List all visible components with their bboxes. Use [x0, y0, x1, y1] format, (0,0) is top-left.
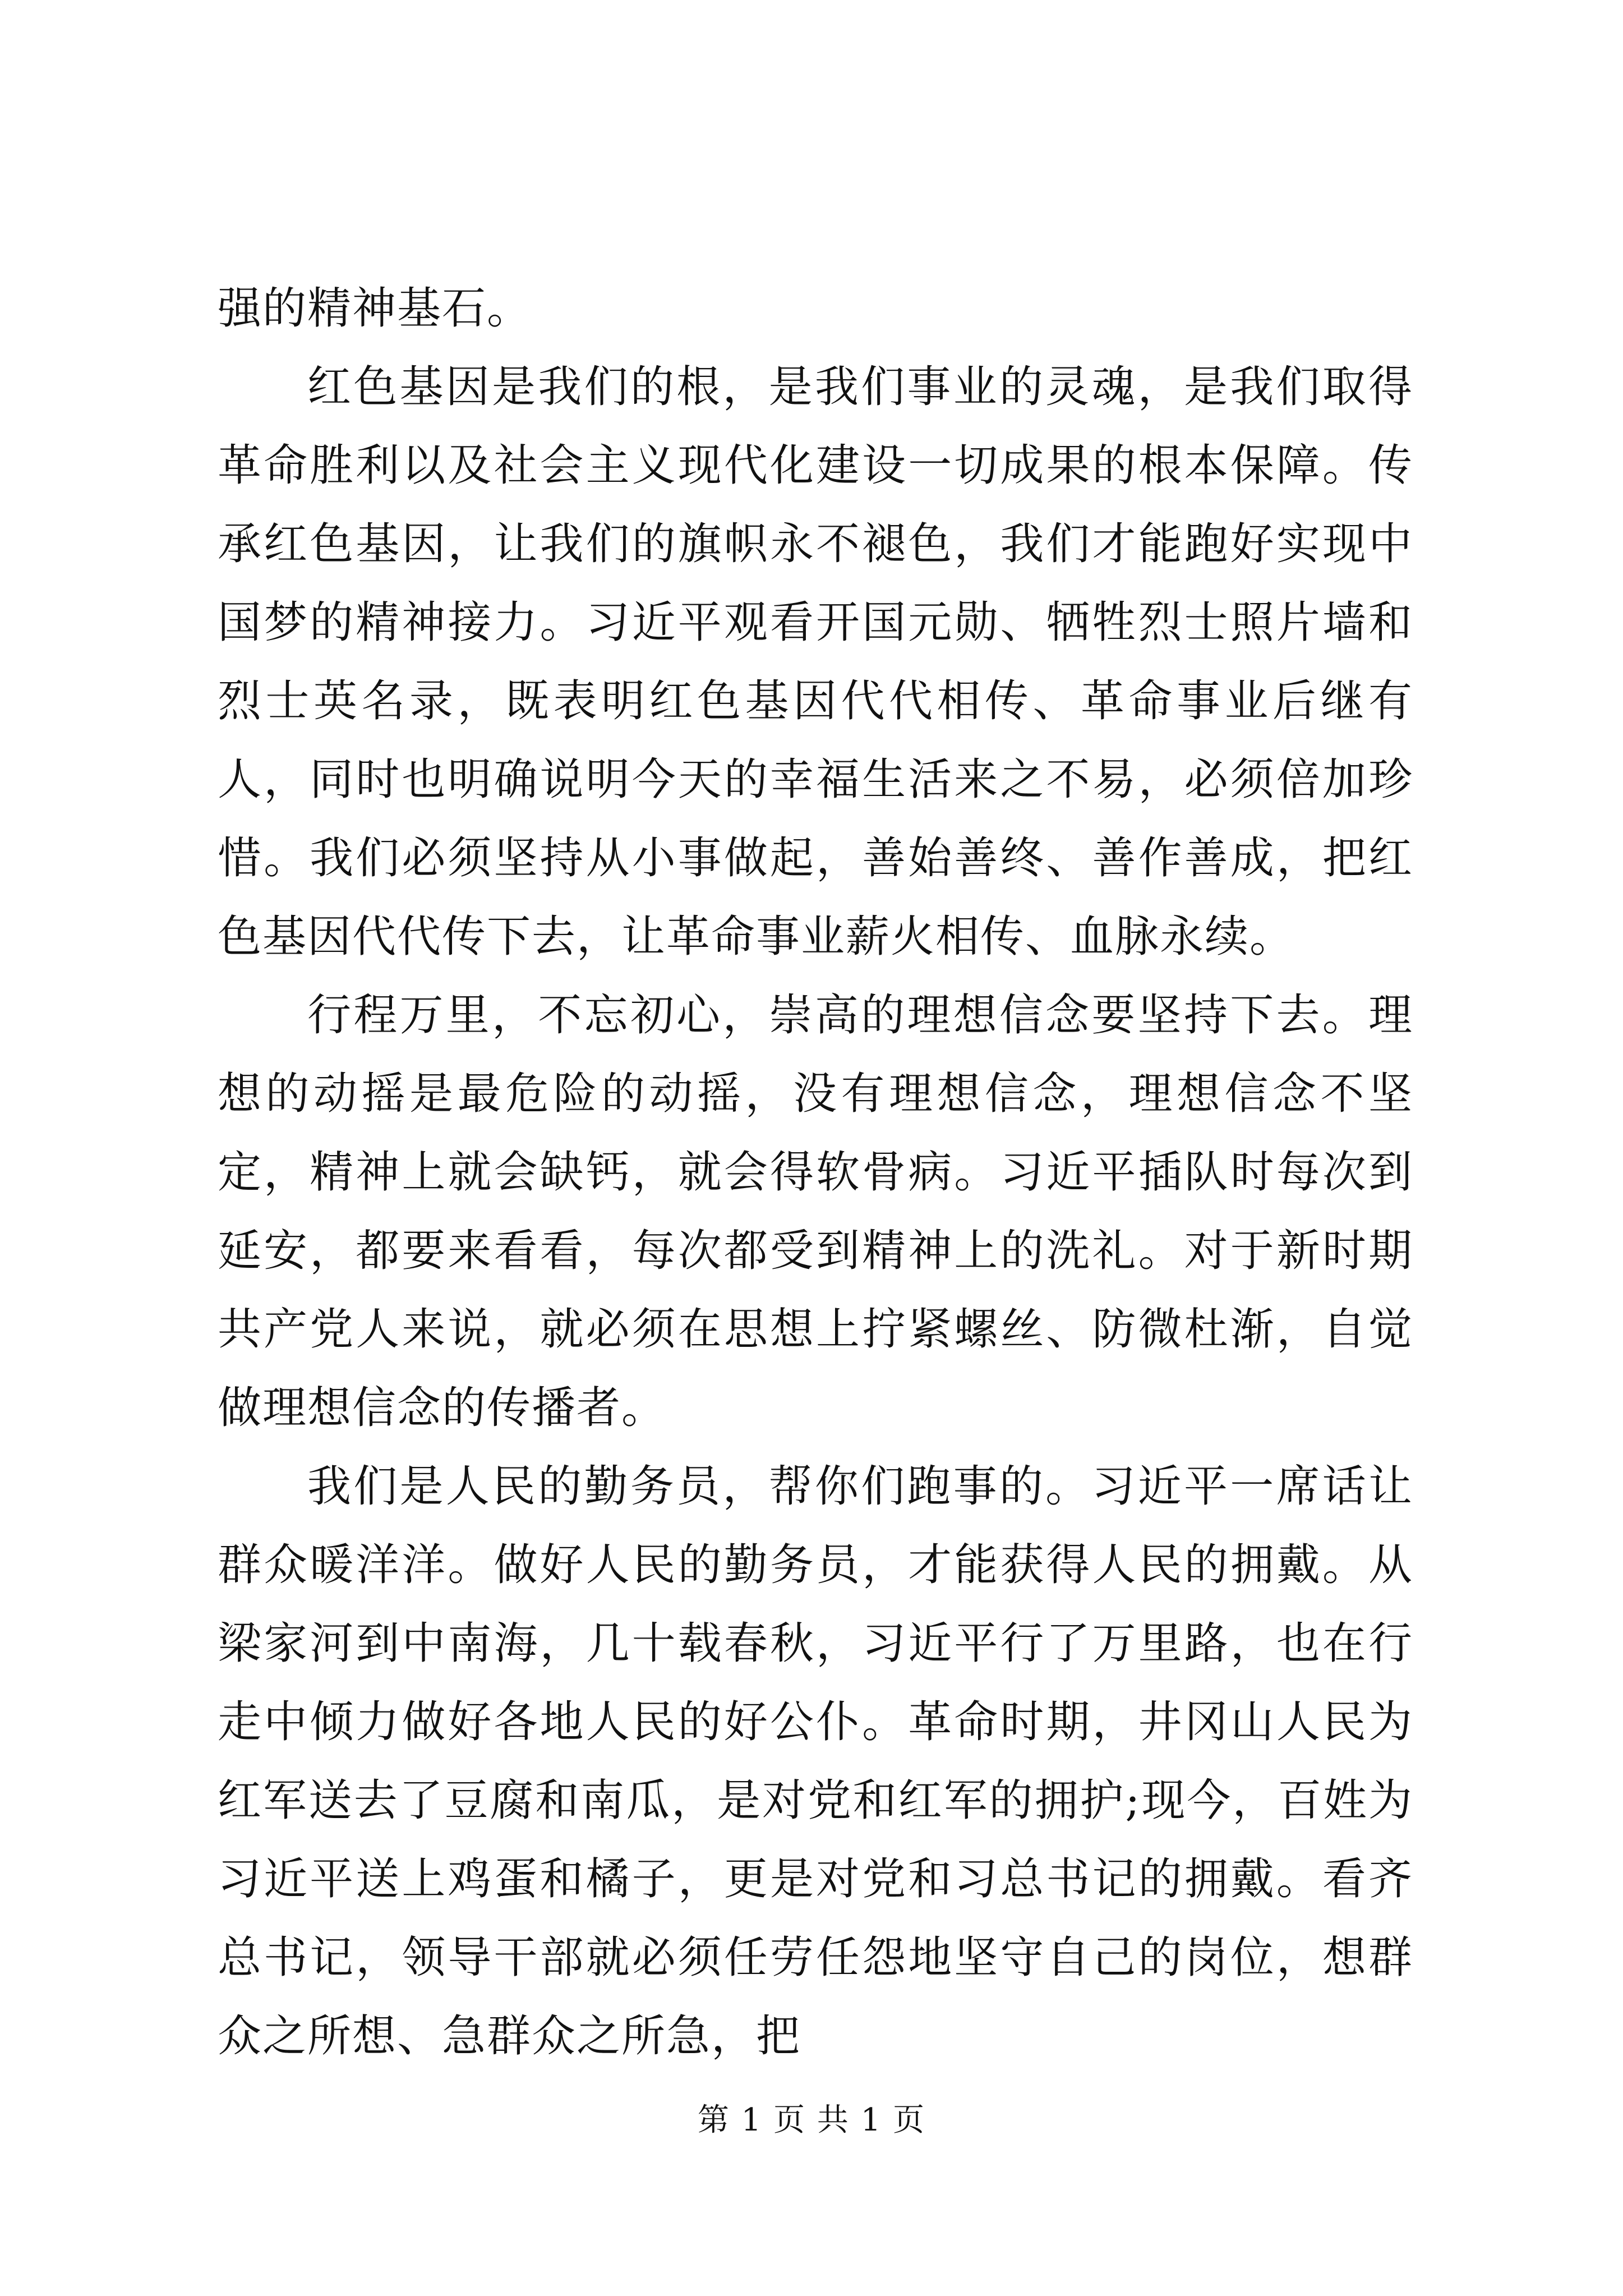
paragraph-servant-of-people: 我们是人民的勤务员，帮你们跑事的。习近平一席话让群众暖洋洋。做好人民的勤务员，才能获得人民的拥戴。从梁家河到中南海，几十载春秋，习近平行了万里路，也在行走中倾力做好各地人民的好公仆。革命时期，井冈山人民为红军送去了豆腐和南瓜，是对党和红军的拥护;现今，百姓为习近平送上鸡蛋和橘子，更是对党和习总书记的拥戴。看齐总书记，领导干部就必须任劳任怨地坚守自己的岗位，想群众之所想、急群众之所急，把 [218, 1461, 1413, 2062]
paragraph-ideals: 行程万里，不忘初心，崇高的理想信念要坚持下去。理想的动摇是最危险的动摇，没有理想信念，理想信念不坚定，精神上就会缺钙，就会得软骨病。习近平插队时每次到延安，都要来看看，每次都受到精神上的洗礼。对于新时期共产党人来说，就必须在思想上拧紧螺丝、防微杜渐，自觉做理想信念的传播者。 [218, 990, 1413, 1433]
page-number-footer: 第 1 页 共 1 页 [697, 2102, 926, 2138]
document-body [218, 269, 1413, 2076]
paragraph-red-gene: 红色基因是我们的根，是我们事业的灵魂，是我们取得革命胜利以及社会主义现代化建设一切成果的根本保障。传承红色基因，让我们的旗帜永不褪色，我们才能跑好实现中国梦的精神接力。习近平观看开国元勋、牺牲烈士照片墙和烈士英名录，既表明红色基因代代相传、革命事业后继有人，同时也明确说明今天的幸福生活来之不易，必须倍加珍惜。我们必须坚持从小事做起，善始善终、善作善成，把红色基因代代传下去，让革命事业薪火相传、血脉永续。 [218, 362, 1413, 962]
paragraph-continuation: 强的精神基石。 [218, 283, 532, 334]
